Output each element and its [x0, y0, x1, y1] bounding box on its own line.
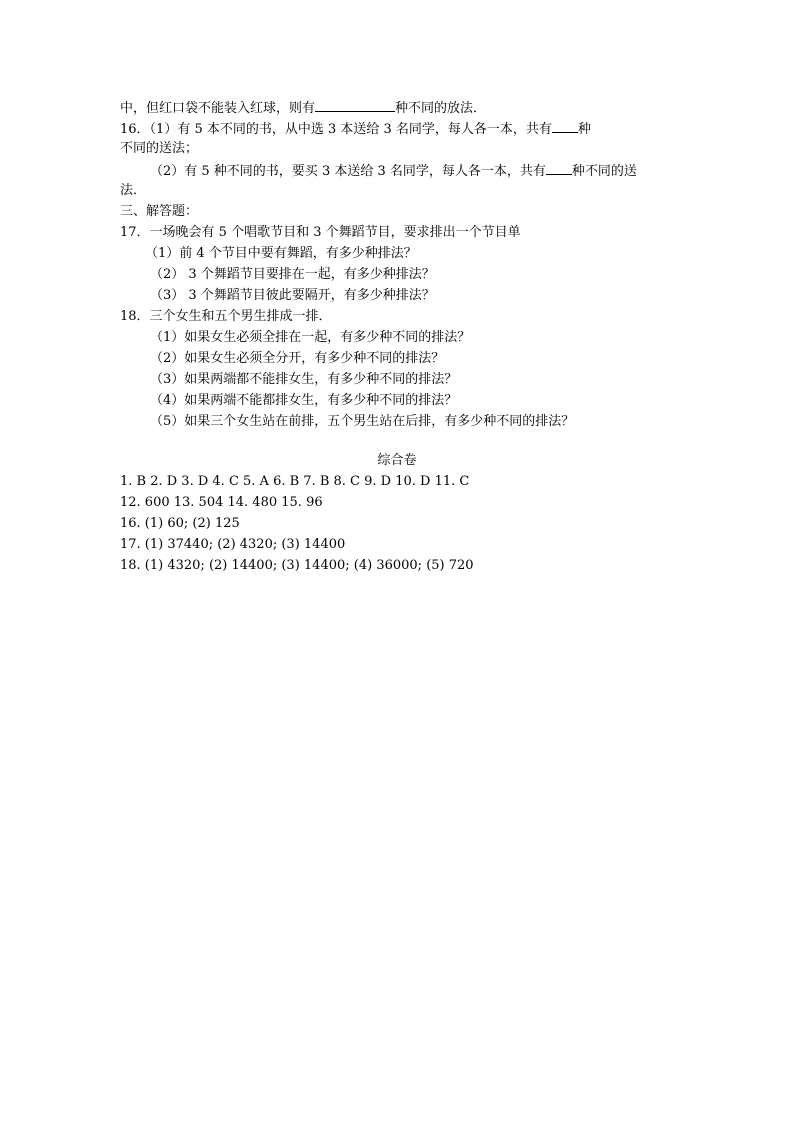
q17-part-3: （3） 3 个舞蹈节目彼此要隔开，有多少种排法？ [150, 288, 435, 303]
q18-part-2: （2）如果女生必须全分开，有多少种不同的排法？ [150, 351, 445, 366]
q16-line-1 [120, 119, 591, 139]
q16-line-4: 法． [120, 183, 147, 198]
answer-line-5: 18. (1) 4320; (2) 14400; (3) 14400; (4) 36000; (5) 720 [120, 558, 474, 573]
q15-tail-text-after: 种不同的放法． [395, 101, 487, 116]
answers-title: 综合卷 [377, 453, 417, 468]
q16-part2-text-before: （2）有 5 种不同的书，要买 3 本送给 3 名同学，每人各一本，共有 [150, 164, 546, 179]
q17-stem: 17．一场晚会有 5 个唱歌节目和 3 个舞蹈节目，要求排出一个节目单 [120, 225, 521, 240]
q16-text-after: 种 [577, 122, 591, 137]
q18-part-3: （3）如果两端都不能排女生，有多少种不同的排法？ [150, 372, 458, 387]
q16-text-before: 16．（1）有 5 本不同的书，从中选 3 本送给 3 名同学，每人各一本，共有 [120, 122, 552, 137]
q17-part-2: （2） 3 个舞蹈节目要排在一起，有多少种排法？ [150, 267, 435, 282]
answer-line-1: 1. B 2. D 3. D 4. C 5. A 6. B 7. B 8. C 9. D 10. D 11. C [120, 474, 470, 489]
q15-tail-line [120, 98, 486, 118]
q18-part-4: （4）如果两端不能都排女生，有多少种不同的排法？ [150, 393, 458, 408]
answer-blank [546, 161, 572, 175]
answer-line-4: 17. (1) 37440; (2) 4320; (3) 14400 [120, 537, 346, 552]
q16-line-2: 不同的送法； [120, 141, 199, 156]
q17-part-1: （1）前 4 个节目中要有舞蹈，有多少种排法？ [145, 246, 417, 261]
q18-stem: 18．三个女生和五个男生排成一排． [120, 309, 332, 324]
q16-line-3 [150, 161, 637, 181]
q18-part-1: （1）如果女生必须全排在一起，有多少种不同的排法？ [150, 330, 471, 345]
q16-part2-text-after: 种不同的送 [571, 164, 637, 179]
answer-line-2: 12. 600 13. 504 14. 480 15. 96 [120, 495, 323, 510]
q15-tail-text-before: 中，但红口袋不能装入红球，则有 [120, 101, 316, 116]
section-title: 三、解答题： [120, 204, 199, 219]
answer-line-3: 16. (1) 60; (2) 125 [120, 516, 240, 531]
answer-blank [552, 119, 578, 133]
answer-blank [315, 98, 395, 112]
q18-part-5: （5）如果三个女生站在前排，五个男生站在后排，有多少种不同的排法？ [150, 414, 575, 429]
